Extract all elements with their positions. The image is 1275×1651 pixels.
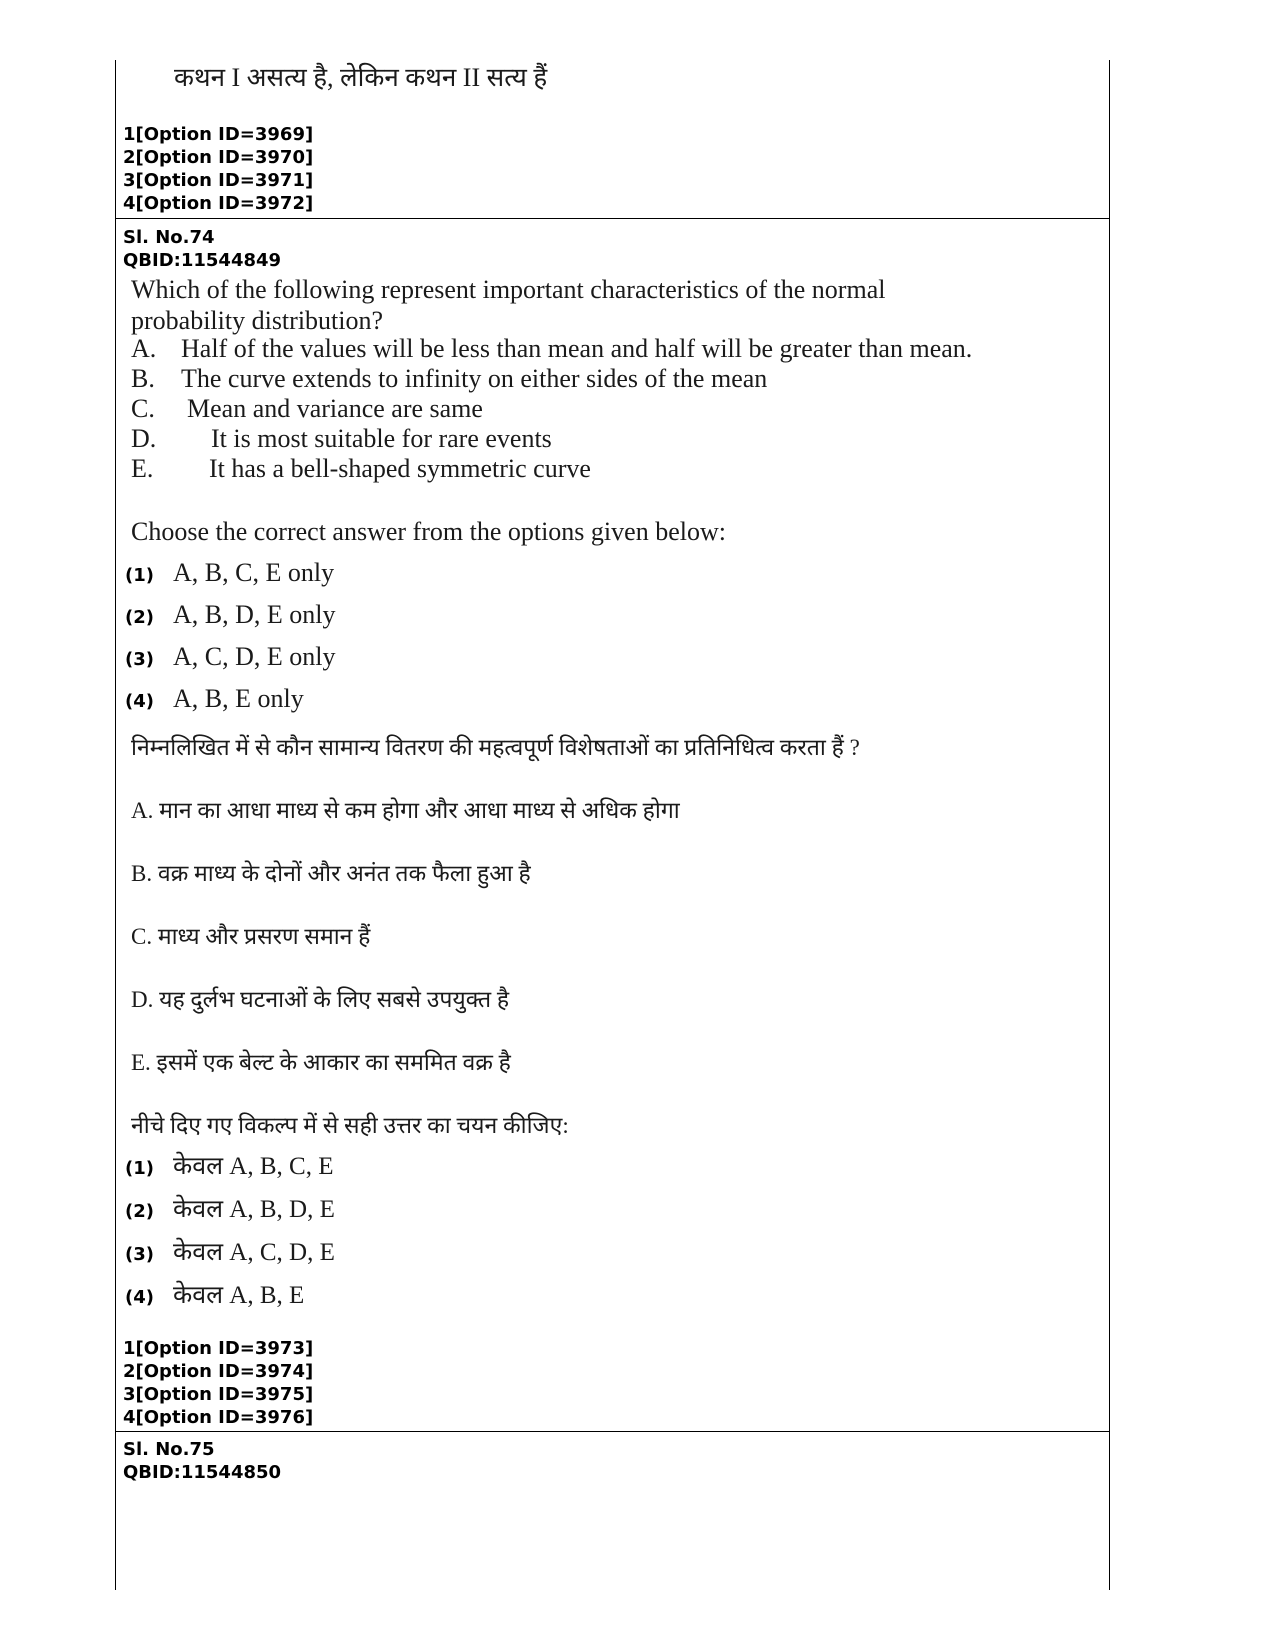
- item-text: Half of the values will be less than mean and half will be greater than mean.: [181, 334, 973, 363]
- question-paper-page: [115, 60, 1110, 1590]
- option-id: 1[Option ID=3973]: [123, 1338, 314, 1359]
- q75-header: [123, 1438, 281, 1484]
- option-item: [125, 600, 336, 630]
- option-item: [125, 1191, 335, 1225]
- option-number: (3): [125, 649, 154, 670]
- item-label: E.: [131, 454, 154, 483]
- option-text: केवल A, B, D, E: [173, 1196, 335, 1223]
- q74-header: [123, 226, 281, 272]
- option-id: 3[Option ID=3975]: [123, 1384, 314, 1405]
- option-id: 1[Option ID=3969]: [123, 124, 314, 145]
- option-id: 3[Option ID=3971]: [123, 170, 314, 191]
- option-id: 2[Option ID=3974]: [123, 1361, 314, 1382]
- option-id: 4[Option ID=3972]: [123, 193, 314, 214]
- choose-instruction-en: Choose the correct answer from the options given below:: [131, 517, 726, 546]
- statement-item-hi: D. यह दुर्लभ घटनाओं के लिए सबसे उपयुक्त है: [131, 987, 510, 1012]
- option-number: (3): [125, 1244, 154, 1265]
- option-text: केवल A, C, D, E: [173, 1239, 335, 1266]
- qbid: QBID:11544850: [123, 1462, 282, 1483]
- item-text: The curve extends to infinity on either sides of the mean: [181, 364, 768, 393]
- option-item: [125, 1234, 335, 1268]
- question-line: probability distribution?: [131, 306, 384, 335]
- option-number: (1): [125, 1158, 154, 1179]
- option-number: (4): [125, 691, 154, 712]
- prev-option-ids: [123, 123, 313, 215]
- option-number: (2): [125, 1201, 154, 1222]
- option-text: A, B, E only: [173, 684, 304, 713]
- option-text: A, B, C, E only: [173, 558, 335, 587]
- option-number: (2): [125, 607, 154, 628]
- item-label: C.: [131, 394, 155, 423]
- option-item: [125, 558, 334, 588]
- option-item: [125, 642, 336, 672]
- sl-no: Sl. No.75: [123, 1439, 215, 1460]
- option-number: (4): [125, 1287, 154, 1308]
- option-item: [125, 1277, 304, 1311]
- qbid: QBID:11544849: [123, 250, 282, 271]
- statement-item-hi: C. माध्य और प्रसरण समान हैं: [131, 924, 371, 949]
- option-text: A, C, D, E only: [173, 642, 336, 671]
- item-label: D.: [131, 424, 157, 453]
- statement-item-hi: A. मान का आधा माध्य से कम होगा और आधा माध्य से अधिक होगा: [131, 798, 680, 823]
- statement-item-hi: B. वक्र माध्य के दोनों और अनंत तक फैला हुआ है: [131, 861, 531, 886]
- statement-item: [131, 394, 483, 424]
- q74-option-ids: [123, 1337, 313, 1429]
- divider: [116, 1431, 1109, 1432]
- statement-item: [131, 334, 972, 364]
- question-line: Which of the following represent important characteristics of the normal: [131, 275, 886, 304]
- option-item: [125, 684, 304, 714]
- q74-question-hi: निम्नलिखित में से कौन सामान्य वितरण की महत्वपूर्ण विशेषताओं का प्रतिनिधित्व करता हैं ?: [131, 735, 860, 760]
- option-text: A, B, D, E only: [173, 600, 336, 629]
- statement-item: [131, 364, 767, 394]
- item-text: It has a bell-shaped symmetric curve: [209, 454, 591, 483]
- item-label: A.: [131, 334, 157, 363]
- statement-item: [131, 454, 591, 484]
- statement-item-hi: E. इसमें एक बेल्ट के आकार का सममित वक्र है: [131, 1050, 511, 1075]
- sl-no: Sl. No.74: [123, 227, 215, 248]
- statement-item: [131, 424, 552, 454]
- option-number: (1): [125, 565, 154, 586]
- prev-statement: कथन I असत्य है, लेकिन कथन II सत्य हैं: [174, 63, 548, 92]
- item-text: It is most suitable for rare events: [211, 424, 552, 453]
- q74-question-en: [131, 274, 885, 336]
- item-text: Mean and variance are same: [187, 394, 483, 423]
- option-id: 4[Option ID=3976]: [123, 1407, 314, 1428]
- choose-instruction-hi: नीचे दिए गए विकल्प में से सही उत्तर का चयन कीजिए:: [131, 1113, 569, 1138]
- option-id: 2[Option ID=3970]: [123, 147, 314, 168]
- divider: [116, 218, 1109, 219]
- option-item: [125, 1148, 333, 1182]
- option-text: केवल A, B, E: [173, 1282, 305, 1309]
- option-text: केवल A, B, C, E: [173, 1153, 334, 1180]
- item-label: B.: [131, 364, 155, 393]
